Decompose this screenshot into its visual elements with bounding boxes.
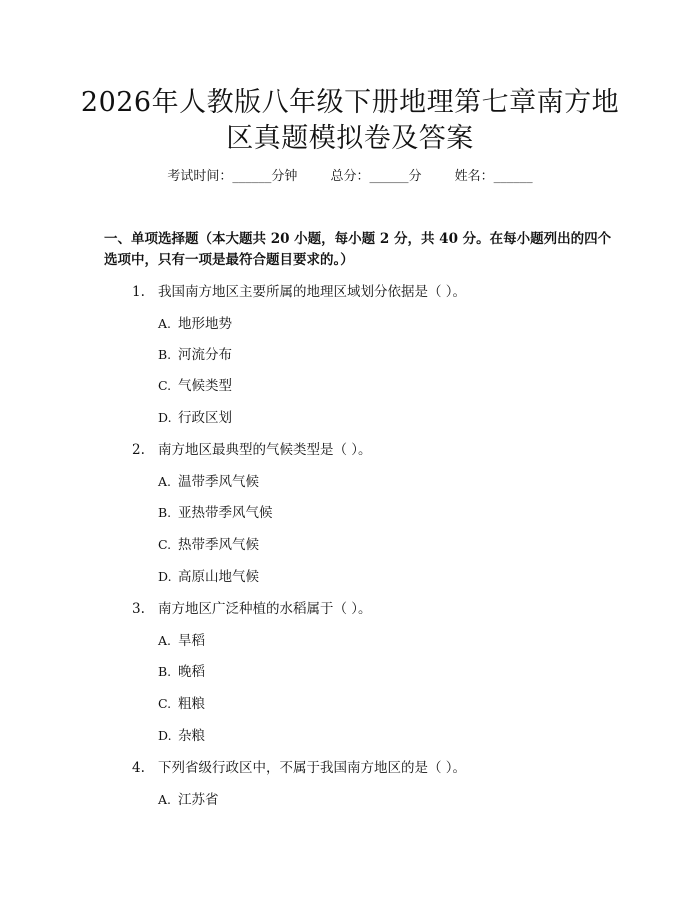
question-number: 1. bbox=[132, 284, 145, 300]
exam-time-field: 考试时间：______分钟 bbox=[167, 169, 298, 184]
option-letter: A. bbox=[158, 633, 172, 648]
question-3-option-d bbox=[158, 727, 205, 745]
question-2-option-a bbox=[158, 473, 259, 491]
option-text: 行政区划 bbox=[178, 410, 232, 426]
option-text: 河流分布 bbox=[178, 347, 232, 363]
option-text: 旱稻 bbox=[178, 633, 205, 649]
question-3-option-b bbox=[158, 663, 205, 681]
question-3-option-a bbox=[158, 632, 205, 650]
option-letter: D. bbox=[158, 569, 172, 584]
option-text: 粗粮 bbox=[178, 696, 205, 712]
option-letter: B. bbox=[158, 347, 172, 362]
question-3-option-c bbox=[158, 695, 205, 713]
question-text: 南方地区最典型的气候类型是（ ）。 bbox=[158, 442, 372, 458]
document-title-line-2: 区真题模拟卷及答案 bbox=[226, 123, 474, 154]
question-2-option-c bbox=[158, 536, 259, 554]
option-text: 热带季风气候 bbox=[178, 537, 259, 553]
option-text: 杂粮 bbox=[178, 728, 205, 744]
question-2 bbox=[132, 441, 372, 459]
option-letter: A. bbox=[158, 316, 172, 331]
student-name-field: 姓名：______ bbox=[454, 169, 533, 184]
question-4-option-a bbox=[158, 791, 219, 809]
exam-meta-row bbox=[0, 168, 700, 186]
option-letter: B. bbox=[158, 664, 172, 679]
option-text: 地形地势 bbox=[178, 316, 232, 332]
question-3 bbox=[132, 600, 372, 618]
question-2-option-d bbox=[158, 568, 259, 586]
option-letter: D. bbox=[158, 728, 172, 743]
question-1-option-d bbox=[158, 409, 232, 427]
question-number: 2. bbox=[132, 442, 145, 458]
question-text: 我国南方地区主要所属的地理区域划分依据是（ ）。 bbox=[158, 284, 467, 300]
question-1-option-b bbox=[158, 346, 232, 364]
question-1 bbox=[132, 283, 466, 301]
question-text: 南方地区广泛种植的水稻属于（ ）。 bbox=[158, 601, 372, 617]
option-text: 亚热带季风气候 bbox=[178, 505, 273, 521]
question-1-option-a bbox=[158, 315, 232, 333]
question-1-option-c bbox=[158, 377, 232, 395]
question-text: 下列省级行政区中，不属于我国南方地区的是（ ）。 bbox=[158, 760, 467, 776]
option-letter: A. bbox=[158, 474, 172, 489]
option-letter: A. bbox=[158, 792, 172, 807]
question-number: 3. bbox=[132, 601, 145, 617]
question-number: 4. bbox=[132, 760, 145, 776]
option-text: 江苏省 bbox=[178, 792, 219, 808]
total-score-field: 总分：______分 bbox=[330, 169, 422, 184]
option-letter: C. bbox=[158, 378, 172, 393]
option-letter: D. bbox=[158, 410, 172, 425]
option-text: 温带季风气候 bbox=[178, 474, 259, 490]
question-2-option-b bbox=[158, 504, 273, 522]
question-4 bbox=[132, 759, 466, 777]
option-text: 晚稻 bbox=[178, 664, 205, 680]
option-letter: C. bbox=[158, 537, 172, 552]
document-title-line-1: 2026年人教版八年级下册地理第七章南方地 bbox=[80, 87, 620, 118]
option-text: 高原山地气候 bbox=[178, 569, 259, 585]
section-heading: 一、单项选择题（本大题共 20 小题，每小题 2 分，共 40 分。在每小题列出的四个选项中，只有一项是最符合题目要求的。） bbox=[104, 231, 612, 268]
option-letter: C. bbox=[158, 696, 172, 711]
option-letter: B. bbox=[158, 505, 172, 520]
option-text: 气候类型 bbox=[178, 378, 232, 394]
